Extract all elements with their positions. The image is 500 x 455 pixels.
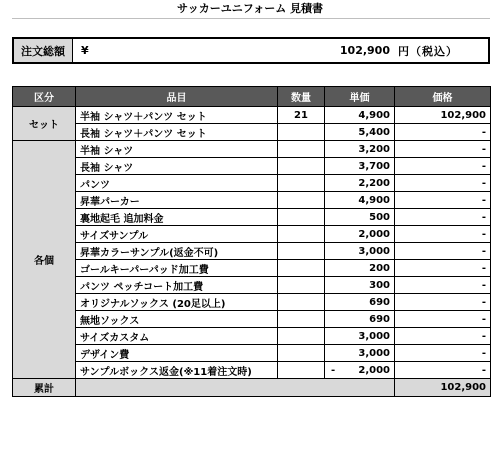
header-qty: 数量 bbox=[278, 87, 325, 107]
item-amount: - bbox=[395, 311, 491, 328]
order-total-unit: 円（税込） bbox=[398, 44, 458, 58]
item-qty bbox=[278, 226, 325, 243]
item-name: 昇華パーカー bbox=[76, 192, 278, 209]
item-qty bbox=[278, 124, 325, 141]
item-qty bbox=[278, 175, 325, 192]
item-amount: - bbox=[395, 175, 491, 192]
table-row bbox=[13, 175, 491, 192]
item-name: パンツ bbox=[76, 175, 278, 192]
item-amount: - bbox=[395, 209, 491, 226]
estimate-table bbox=[12, 86, 491, 397]
item-qty bbox=[278, 141, 325, 158]
table-row bbox=[13, 158, 491, 175]
item-amount: - bbox=[395, 294, 491, 311]
item-amount: - bbox=[395, 362, 491, 379]
header-amount: 価格 bbox=[395, 87, 491, 107]
item-qty bbox=[278, 260, 325, 277]
item-name: オリジナルソックス (20足以上) bbox=[76, 294, 278, 311]
item-qty bbox=[278, 243, 325, 260]
item-price: 3,200 bbox=[325, 141, 395, 158]
table-row bbox=[13, 226, 491, 243]
item-qty bbox=[278, 311, 325, 328]
item-name: サンプルボックス返金(※11着注文時) bbox=[76, 362, 278, 379]
item-amount: - bbox=[395, 345, 491, 362]
item-price: 200 bbox=[325, 260, 395, 277]
order-total-box bbox=[12, 37, 490, 64]
item-price-negative bbox=[325, 362, 395, 379]
item-price: 4,900 bbox=[325, 192, 395, 209]
item-amount: - bbox=[395, 277, 491, 294]
item-name: 半袖 シャツ＋パンツ セット bbox=[76, 107, 278, 124]
minus-sign: - bbox=[331, 364, 336, 376]
item-qty: 21 bbox=[278, 107, 325, 124]
item-amount: - bbox=[395, 124, 491, 141]
item-price: 2,000 bbox=[325, 226, 395, 243]
title-divider bbox=[12, 18, 490, 19]
item-amount: - bbox=[395, 328, 491, 345]
item-price: 300 bbox=[325, 277, 395, 294]
item-price: 690 bbox=[325, 311, 395, 328]
item-qty bbox=[278, 328, 325, 345]
table-row bbox=[13, 345, 491, 362]
item-qty bbox=[278, 345, 325, 362]
item-name: 長袖 シャツ＋パンツ セット bbox=[76, 124, 278, 141]
summary-amount: 102,900 bbox=[395, 379, 491, 397]
item-name: 昇華カラーサンプル(返金不可) bbox=[76, 243, 278, 260]
table-row bbox=[13, 328, 491, 345]
table-header-row bbox=[13, 87, 491, 107]
item-amount: - bbox=[395, 243, 491, 260]
item-qty bbox=[278, 209, 325, 226]
item-name: ゴールキーパーパッド加工費 bbox=[76, 260, 278, 277]
table-row bbox=[13, 277, 491, 294]
item-price: 500 bbox=[325, 209, 395, 226]
item-name: 半袖 シャツ bbox=[76, 141, 278, 158]
item-amount: - bbox=[395, 192, 491, 209]
item-amount: - bbox=[395, 226, 491, 243]
item-price: 3,700 bbox=[325, 158, 395, 175]
summary-blank bbox=[76, 379, 395, 397]
table-row bbox=[13, 141, 491, 158]
currency-symbol: ¥ bbox=[81, 44, 89, 57]
item-price: 4,900 bbox=[325, 107, 395, 124]
group-label-individual: 各個 bbox=[13, 141, 76, 379]
summary-label: 累計 bbox=[13, 379, 76, 397]
document-title: サッカーユニフォーム 見積書 bbox=[176, 2, 324, 15]
order-total-label: 注文総額 bbox=[14, 39, 73, 62]
table-row bbox=[13, 362, 491, 379]
item-name: パンツ ペッチコート加工費 bbox=[76, 277, 278, 294]
header-price: 単価 bbox=[325, 87, 395, 107]
item-qty bbox=[278, 192, 325, 209]
item-name: 長袖 シャツ bbox=[76, 158, 278, 175]
header-kubun: 区分 bbox=[13, 87, 76, 107]
group-label-set: セット bbox=[13, 107, 76, 141]
item-amount: - bbox=[395, 260, 491, 277]
item-name: 裏地起毛 追加料金 bbox=[76, 209, 278, 226]
order-total-value: 102,900 bbox=[339, 44, 390, 57]
item-amount: - bbox=[395, 141, 491, 158]
item-qty bbox=[278, 294, 325, 311]
table-row bbox=[13, 124, 491, 141]
item-price: 5,400 bbox=[325, 124, 395, 141]
summary-row bbox=[13, 379, 491, 397]
item-qty bbox=[278, 158, 325, 175]
item-qty bbox=[278, 362, 325, 379]
table-row bbox=[13, 294, 491, 311]
item-price: 3,000 bbox=[325, 328, 395, 345]
item-amount: 102,900 bbox=[395, 107, 491, 124]
table-row bbox=[13, 192, 491, 209]
table-row bbox=[13, 107, 491, 124]
item-name: サイズカスタム bbox=[76, 328, 278, 345]
item-name: デザイン費 bbox=[76, 345, 278, 362]
item-price: 3,000 bbox=[325, 345, 395, 362]
item-qty bbox=[278, 277, 325, 294]
table-row bbox=[13, 311, 491, 328]
item-amount: - bbox=[395, 158, 491, 175]
item-price: 3,000 bbox=[325, 243, 395, 260]
table-row bbox=[13, 243, 491, 260]
item-price: 690 bbox=[325, 294, 395, 311]
table-row bbox=[13, 209, 491, 226]
item-name: サイズサンプル bbox=[76, 226, 278, 243]
item-price: 2,200 bbox=[325, 175, 395, 192]
item-name: 無地ソックス bbox=[76, 311, 278, 328]
item-price: 2,000 bbox=[358, 364, 390, 376]
table-row bbox=[13, 260, 491, 277]
header-item: 品目 bbox=[76, 87, 278, 107]
